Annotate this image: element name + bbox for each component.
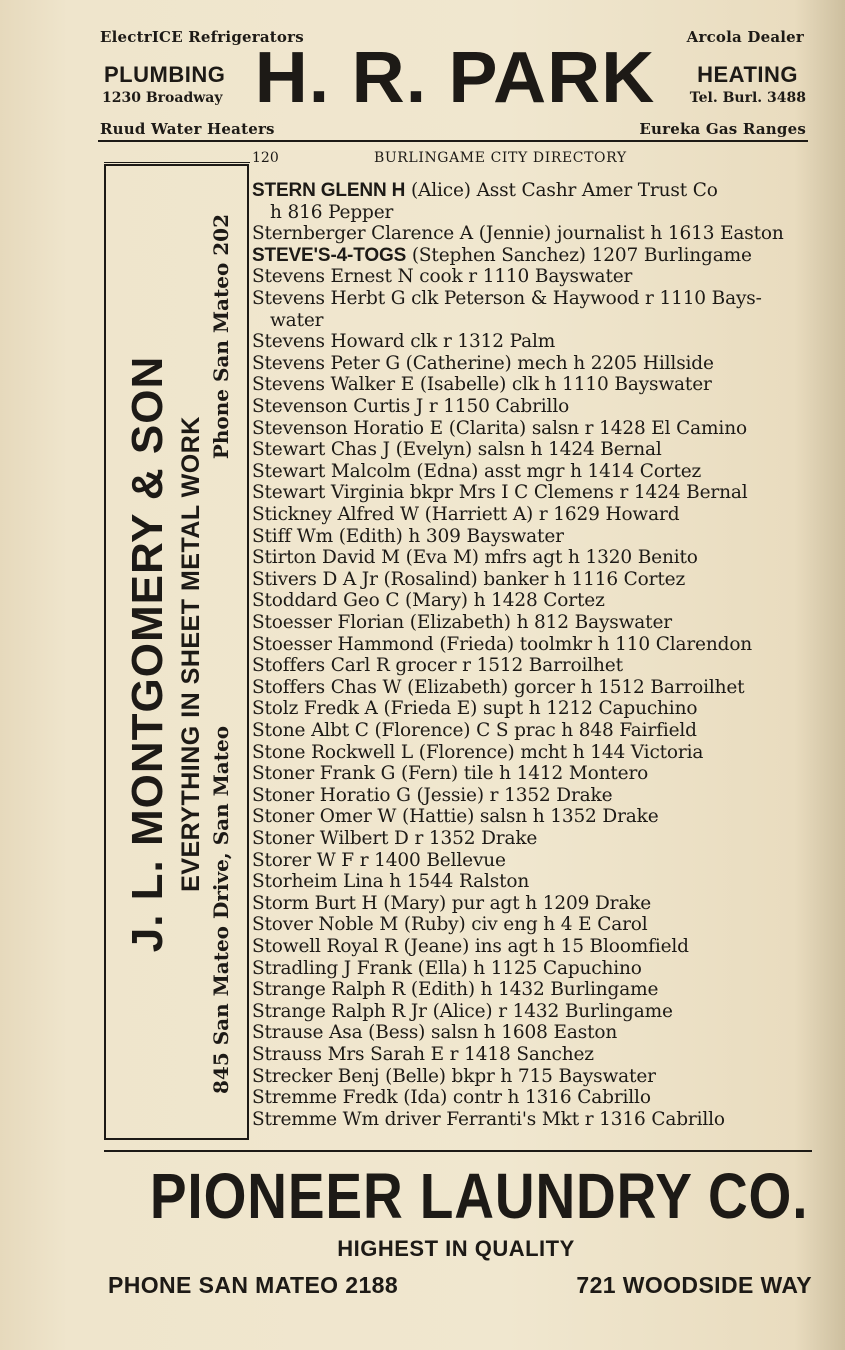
ad-refrigerators: ElectrICE Refrigerators: [100, 28, 304, 46]
entry-details: (Mary) h 1428 Cortez: [399, 590, 605, 612]
entry-details: (Clarita) salsn r 1428 El Camino: [442, 417, 747, 439]
entry-details: clk Peterson & Haywood r 1110 Bays-: [405, 288, 762, 309]
directory-entry: [252, 439, 662, 461]
directory-entry: [252, 893, 651, 915]
ad-broadway-address: 1230 Broadway: [102, 90, 223, 106]
entry-details: (Mary) pur agt h 1209 Drake: [377, 892, 652, 914]
directory-entry: [252, 288, 762, 332]
bottom-advertisement: [100, 1150, 812, 1310]
ad-water-heaters: Ruud Water Heaters: [100, 120, 275, 138]
directory-entry: [252, 850, 506, 872]
directory-entry: [252, 353, 714, 375]
entry-details: r 1418 Sanchez: [443, 1044, 594, 1065]
directory-entry: [252, 331, 555, 353]
directory-entry: [252, 720, 697, 742]
top-ad-rule: [98, 140, 808, 142]
directory-entry: [252, 569, 685, 591]
entry-name: Stremme Fredk: [252, 1087, 398, 1109]
entry-details: (Stephen Sanchez) 1207 Burlingame: [406, 244, 752, 266]
entry-details: (Elizabeth) h 812 Bayswater: [404, 612, 672, 633]
entry-name: Stevens Peter G: [252, 352, 400, 374]
side-ad-text: [120, 184, 236, 1124]
entry-details: r 1150 Cabrillo: [423, 396, 570, 417]
entry-details: (Evelyn) salsn h 1424 Bernal: [389, 439, 662, 461]
entry-name: Strause Asa: [252, 1022, 363, 1044]
entry-details: r 1400 Bellevue: [354, 849, 506, 871]
entry-name: Stevens Walker E: [252, 374, 415, 396]
directory-entry: [252, 1109, 725, 1131]
side-ad-address: 845 San Mateo Drive, San Mateo: [209, 725, 233, 1094]
entry-details: h 1544 Ralston: [383, 871, 530, 893]
directory-entry: [252, 1001, 673, 1023]
directory-entry: [252, 806, 659, 828]
entry-details: (Jessie) r 1352 Drake: [410, 784, 613, 806]
ad-gas-ranges: Eureka Gas Ranges: [639, 120, 806, 138]
entry-details: (Florence) C S prac h 848 Fairfield: [368, 720, 697, 741]
page-number: 120: [252, 150, 279, 166]
directory-entry: [252, 526, 564, 548]
directory-entry: [252, 785, 612, 807]
directory-entry: [252, 677, 744, 699]
side-ad-phone: Phone San Mateo 202: [209, 214, 233, 460]
directory-entry: [252, 612, 672, 634]
entry-details: clk r 1312 Palm: [404, 331, 556, 353]
directory-entry: [252, 871, 529, 893]
entry-details: (Alice) r 1432 Burlingame: [426, 1000, 673, 1022]
ad-arcola-dealer: Arcola Dealer: [686, 28, 804, 46]
directory-entry: [252, 266, 632, 288]
entry-details: (Belle) bkpr h 715 Bayswater: [379, 1065, 656, 1087]
header-rule: [104, 162, 250, 163]
entry-name: Strecker Benj: [252, 1065, 380, 1087]
entry-name: Stevens Howard: [252, 331, 405, 353]
directory-entry: [252, 1066, 656, 1088]
directory-entry: [252, 979, 658, 1001]
directory-entry: [252, 245, 752, 267]
ad-company-name: H. R. PARK: [254, 38, 656, 118]
entry-name: STERN GLENN H: [252, 180, 406, 201]
entry-details: grocer r 1512 Barroilhet: [389, 655, 623, 677]
entry-name: Storer W F: [252, 849, 354, 871]
entry-name: Stiff Wm: [252, 525, 333, 547]
entry-details: (Hattie) salsn h 1352 Drake: [396, 806, 659, 828]
entry-details: cook r 1110 Bayswater: [413, 266, 633, 288]
directory-entry: [252, 655, 623, 677]
entry-details: (Ruby) civ eng h 4 E Carol: [398, 914, 648, 936]
entry-name: Stevenson Horatio E: [252, 417, 443, 439]
entry-name: Stoner Omer W: [252, 806, 397, 828]
directory-entry: [252, 461, 701, 483]
entry-name: Storheim Lina: [252, 871, 384, 893]
directory-entry: [252, 1044, 594, 1066]
directory-entry: [252, 828, 537, 850]
entry-name: Stewart Chas J: [252, 439, 390, 461]
entry-name: Stevens Herbt G: [252, 288, 406, 309]
entry-details: (Jeane) ins agt h 15 Bloomfield: [397, 936, 689, 957]
entry-name: Stoesser Hammond: [252, 633, 434, 655]
ad-telephone: Tel. Burl. 3488: [689, 90, 806, 106]
directory-entry: [252, 634, 752, 656]
laundry-name: PIONEER LAUNDRY CO.: [149, 1160, 809, 1232]
entry-name: Stoner Wilbert D: [252, 828, 409, 849]
entry-details: driver Ferranti's Mkt r 1316 Cabrillo: [378, 1108, 725, 1130]
entry-name: Stoner Horatio G: [252, 784, 411, 806]
directory-entry: [252, 914, 648, 936]
entry-name: Stoffers Chas W: [252, 676, 402, 698]
directory-entry: [252, 418, 747, 440]
directory-entry: [252, 958, 642, 980]
side-ad-company: J. L. MONTGOMERY & SON: [123, 355, 172, 953]
directory-entry: [252, 742, 703, 764]
directory-entry: [252, 504, 679, 526]
directory-entry: [252, 374, 712, 396]
entry-name: Stover Noble M: [252, 914, 399, 936]
ad-heating: HEATING: [697, 62, 798, 87]
entry-details: (Fern) tile h 1412 Montero: [395, 763, 649, 785]
entry-name: Stirton David M: [252, 547, 400, 569]
running-head: BURLINGAME CITY DIRECTORY: [374, 150, 627, 166]
entry-name: Strauss Mrs Sarah E: [252, 1044, 444, 1065]
entry-details: (Florence) mcht h 144 Victoria: [413, 741, 704, 763]
entry-name: Strange Ralph R: [252, 979, 406, 1001]
entry-details: (Edna) asst mgr h 1414 Cortez: [410, 460, 702, 482]
entry-name: Stewart Virginia: [252, 482, 405, 504]
entry-name: Stolz Fredk A: [252, 698, 378, 720]
entry-details: (Harriett A) r 1629 Howard: [418, 504, 680, 525]
entry-details: (Isabelle) clk h 1110 Bayswater: [414, 374, 712, 396]
top-advertisement: [100, 24, 806, 144]
ad-plumbing: PLUMBING: [104, 62, 226, 87]
entry-name: Stickney Alfred W: [252, 504, 419, 525]
entry-details: (Ida) contr h 1316 Cabrillo: [397, 1087, 651, 1109]
entry-details: (Catherine) mech h 2205 Hillside: [399, 352, 714, 374]
directory-entry: [252, 396, 569, 418]
directory-entry: [252, 698, 697, 720]
entry-name: Stowell Royal R: [252, 936, 398, 957]
entry-details: (Edith) h 309 Bayswater: [332, 525, 564, 547]
entry-continuation: water: [270, 310, 324, 331]
entry-name: Stone Albt C: [252, 720, 369, 741]
laundry-address: 721 WOODSIDE WAY: [576, 1272, 812, 1298]
entry-name: Stoffers Carl R: [252, 655, 390, 677]
entry-details: (Elizabeth) gorcer h 1512 Barroilhet: [401, 676, 745, 698]
entry-details: (Eva M) mfrs agt h 1320 Benito: [399, 547, 698, 569]
entry-name: Stivers D A Jr: [252, 568, 378, 590]
directory-entry: [252, 1087, 651, 1109]
directory-entry: [252, 590, 605, 612]
entry-details: (Frieda) toolmkr h 110 Clarendon: [433, 633, 753, 655]
entry-name: Stoesser Florian: [252, 612, 405, 633]
laundry-tagline: HIGHEST IN QUALITY: [337, 1236, 575, 1261]
entry-name: Stremme Wm: [252, 1108, 379, 1130]
directory-entry: [252, 1022, 617, 1044]
entry-details: bkpr Mrs I C Clemens r 1424 Bernal: [404, 482, 748, 504]
entry-name: Stewart Malcolm: [252, 460, 411, 482]
entry-name: Sternberger Clarence A: [252, 223, 474, 245]
directory-entry: [252, 547, 698, 569]
directory-entry: [252, 936, 689, 958]
entry-details: r 1352 Drake: [408, 828, 538, 849]
entry-details: (Rosalind) banker h 1116 Cortez: [377, 568, 686, 590]
entry-details: (Jennie) journalist h 1613 Easton: [473, 223, 784, 245]
entry-name: Stoddard Geo C: [252, 590, 400, 612]
entry-name: Stoner Frank G: [252, 763, 396, 785]
entry-name: Stevenson Curtis J: [252, 396, 424, 417]
entry-name: Stone Rockwell L: [252, 741, 414, 763]
entry-name: Storm Burt H: [252, 892, 378, 914]
entry-details: (Ella) h 1125 Capuchino: [411, 957, 642, 979]
directory-entry: [252, 763, 648, 785]
entry-name: Stevens Ernest N: [252, 266, 414, 288]
entry-name: Strange Ralph R Jr: [252, 1000, 427, 1022]
entry-details: (Edith) h 1432 Burlingame: [405, 979, 659, 1001]
entry-continuation: h 816 Pepper: [270, 202, 394, 223]
side-advertisement: [104, 164, 249, 1140]
entry-name: Stradling J Frank: [252, 957, 412, 979]
entry-details: (Alice) Asst Cashr Amer Trust Co: [405, 180, 718, 201]
laundry-phone: PHONE SAN MATEO 2188: [108, 1272, 399, 1298]
entry-details: (Frieda E) supt h 1212 Capuchino: [377, 698, 698, 720]
directory-entry: [252, 223, 784, 245]
side-ad-tagline: EVERYTHING IN SHEET METAL WORK: [177, 416, 205, 892]
directory-entry: [252, 180, 718, 224]
entry-details: (Bess) salsn h 1608 Easton: [362, 1022, 618, 1044]
directory-entry: [252, 482, 747, 504]
entry-name: STEVE'S-4-TOGS: [252, 244, 407, 266]
side-ad-contact: [206, 184, 236, 1124]
